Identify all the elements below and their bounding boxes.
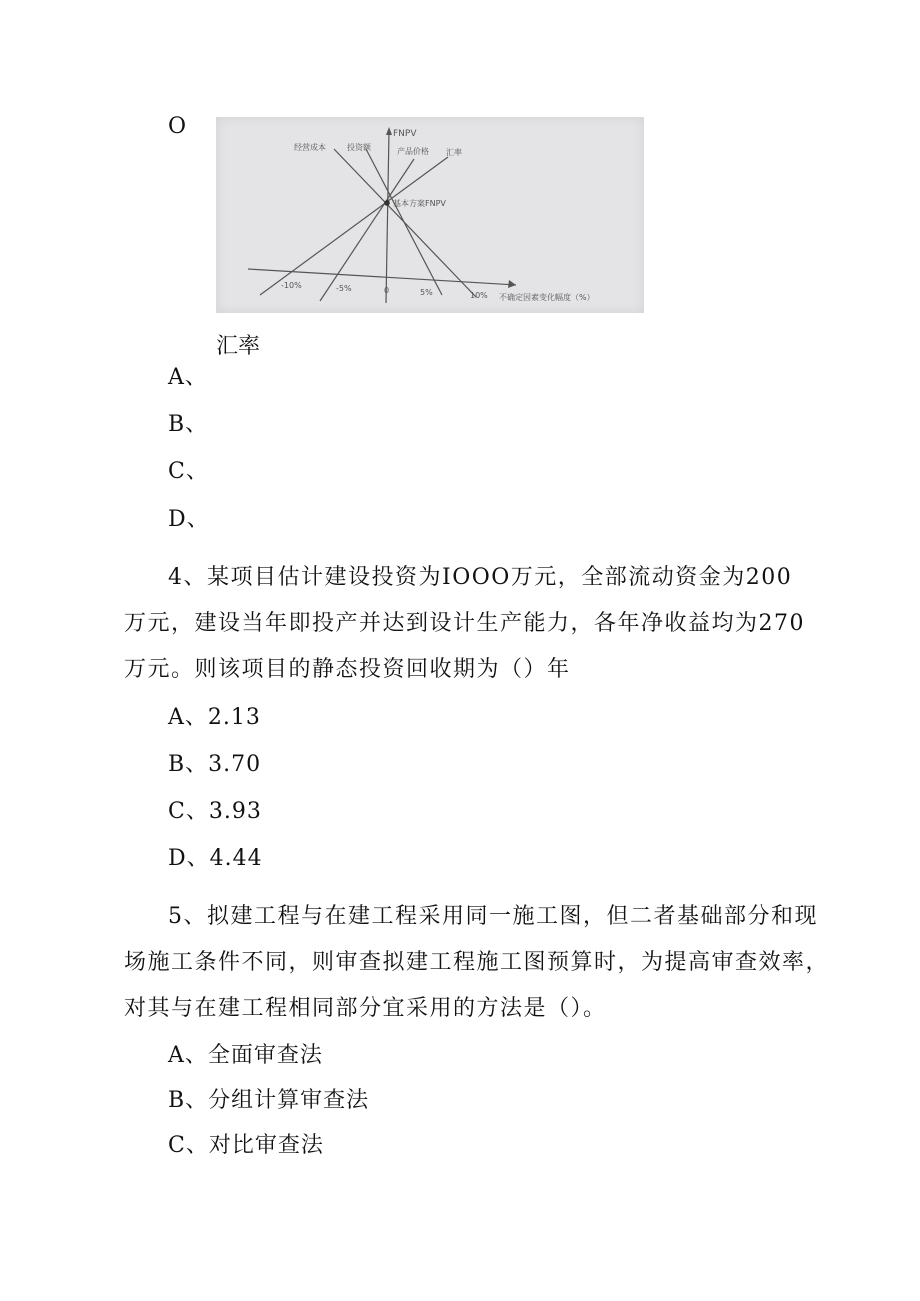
label-product-price: 产品价格: [397, 147, 429, 156]
q5-stem-line-1: 5、拟建工程与在建工程采用同一施工图，但二者基础部分和现: [168, 904, 818, 929]
q4-stem-line-2: 万元，建设当年即投产并达到设计生产能力，各年净收益均为270: [124, 611, 805, 636]
q5-option-b: B、分组计算审查法: [168, 1088, 370, 1113]
line-exchange-rate: [260, 157, 448, 295]
label-exchange-rate: 汇率: [446, 148, 462, 157]
q4-stem-line-3: 万元。则该项目的静态投资回收期为（）年: [124, 657, 571, 682]
y-axis-label: FNPV: [393, 129, 417, 139]
q4-stem-line-1: 4、某项目估计建设投资为IOOO万元，全部流动资金为200: [168, 565, 793, 590]
tick-label: 5%: [420, 288, 433, 297]
sensitivity-chart-figure: [216, 117, 644, 313]
q5-option-c: C、对比审查法: [168, 1133, 324, 1158]
q4-option-a: A、2.13: [168, 705, 261, 730]
tick-label: -10%: [281, 281, 302, 290]
y-axis-arrow: [386, 127, 392, 135]
figure-caption: 汇率: [216, 334, 261, 359]
q4-option-b: B、3.70: [168, 752, 262, 777]
x-axis-arrow: [508, 280, 516, 288]
base-point: [384, 200, 390, 206]
sensitivity-chart-svg: [216, 117, 644, 313]
tick-label: 10%: [470, 291, 488, 300]
line-investment: [366, 149, 442, 295]
line-product-price: [320, 159, 414, 301]
q4-option-c: C、3.93: [168, 799, 262, 824]
label-investment: 投资额: [347, 143, 371, 152]
q4-option-d: D、4.44: [168, 846, 263, 871]
q3-option-c: C、: [168, 459, 209, 484]
q3-option-b: B、: [168, 412, 209, 437]
q3-option-d: D、: [168, 507, 210, 532]
x-axis-label: 不确定因素变化幅度（%）: [499, 293, 595, 302]
q5-option-a: A、全面审查法: [168, 1043, 323, 1068]
q3-option-a: A、: [168, 365, 208, 390]
tick-label: -5%: [336, 284, 352, 293]
question-marker: O: [168, 114, 187, 139]
label-operating-cost: 经营成本: [294, 143, 326, 152]
tick-label: 0: [384, 286, 390, 295]
q5-stem-line-3: 对其与在建工程相同部分宜采用的方法是（）。: [124, 996, 607, 1021]
q5-stem-line-2: 场施工条件不同，则审查拟建工程施工图预算时，为提高审查效率，: [124, 950, 830, 975]
base-fnpv-label: 基本方案FNPV: [393, 199, 446, 208]
